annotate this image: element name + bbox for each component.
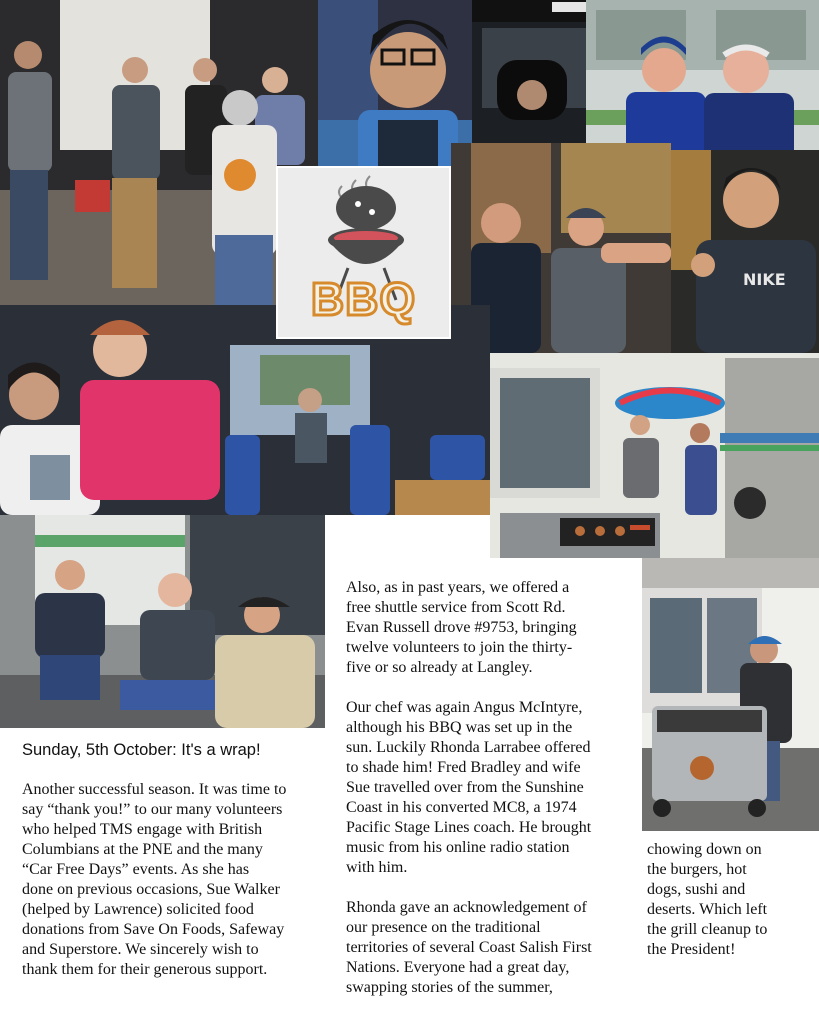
text-line: the President! (647, 941, 736, 958)
text-line: to shade him! Fred Bradley and wife (346, 759, 581, 776)
bbq-logo-card (276, 166, 451, 339)
photo-chef-at-grill (642, 558, 819, 831)
article-column-1 (22, 780, 327, 980)
text-line: Evan Russell drove #9753, bringing (346, 619, 577, 636)
text-line: and Superstore. We sincerely wish to (22, 941, 259, 958)
text-line (346, 678, 641, 698)
text-line: Our chef was again Angus McIntyre, (346, 699, 583, 716)
text-line: Coast in his converted MC8, a 1974 (346, 799, 577, 816)
text-line: the burgers, hot (647, 861, 747, 878)
text-line (346, 878, 641, 898)
text-line: chowing down on (647, 841, 762, 858)
text-line: done on previous occasions, Sue Walker (22, 881, 280, 898)
text-line: who helped TMS engage with British (22, 821, 263, 838)
text-line: donations from Save On Foods, Safeway (22, 921, 285, 938)
text-line: Columbians at the PNE and the many (22, 841, 263, 858)
text-line: sun. Luckily Rhonda Larrabee offered (346, 739, 591, 756)
text-line: “Car Free Days” events. As she has (22, 861, 250, 878)
text-line: although his BBQ was set up in the (346, 719, 573, 736)
bbq-logo-text: BBQ (310, 273, 417, 325)
text-line: deserts. Which left (647, 901, 768, 918)
text-line: with him. (346, 859, 408, 876)
text-line: Pacific Stage Lines coach. He brought (346, 819, 592, 836)
article-column-3 (647, 840, 817, 960)
text-line: say “thank you!” to our many volunteers (22, 801, 283, 818)
photo-volunteers-group (0, 0, 318, 305)
text-line: free shuttle service from Scott Rd. (346, 599, 566, 616)
text-line: Another successful season. It was time to (22, 781, 287, 798)
text-line: Sue travelled over from the Sunshine (346, 779, 584, 796)
text-line: five or so already at Langley. (346, 659, 533, 676)
text-line: territories of several Coast Salish First (346, 939, 592, 956)
photo-couple-umbrella-grill (490, 353, 819, 558)
text-line: thank them for their generous support. (22, 961, 268, 978)
text-line: music from his online radio station (346, 839, 570, 856)
article-column-2 (346, 578, 641, 998)
text-line: twelve volunteers to join the thirty- (346, 639, 573, 656)
text-line: the grill cleanup to (647, 921, 768, 938)
text-line: swapping stories of the summer, (346, 979, 553, 996)
photo-young-man-peace-sign (671, 150, 819, 353)
text-line: Rhonda gave an acknowledgement of (346, 899, 587, 916)
svg-text:NIKE: NIKE (743, 270, 786, 289)
text-line: Also, as in past years, we offered a (346, 579, 570, 596)
article-heading: Sunday, 5th October: It's a wrap! (22, 741, 261, 759)
text-line: our presence on the traditional (346, 919, 541, 936)
text-line: dogs, sushi and (647, 881, 746, 898)
text-line: Nations. Everyone had a great day, (346, 959, 570, 976)
photo-seated-men (0, 515, 325, 728)
text-line: (helped by Lawrence) solicited food (22, 901, 254, 918)
